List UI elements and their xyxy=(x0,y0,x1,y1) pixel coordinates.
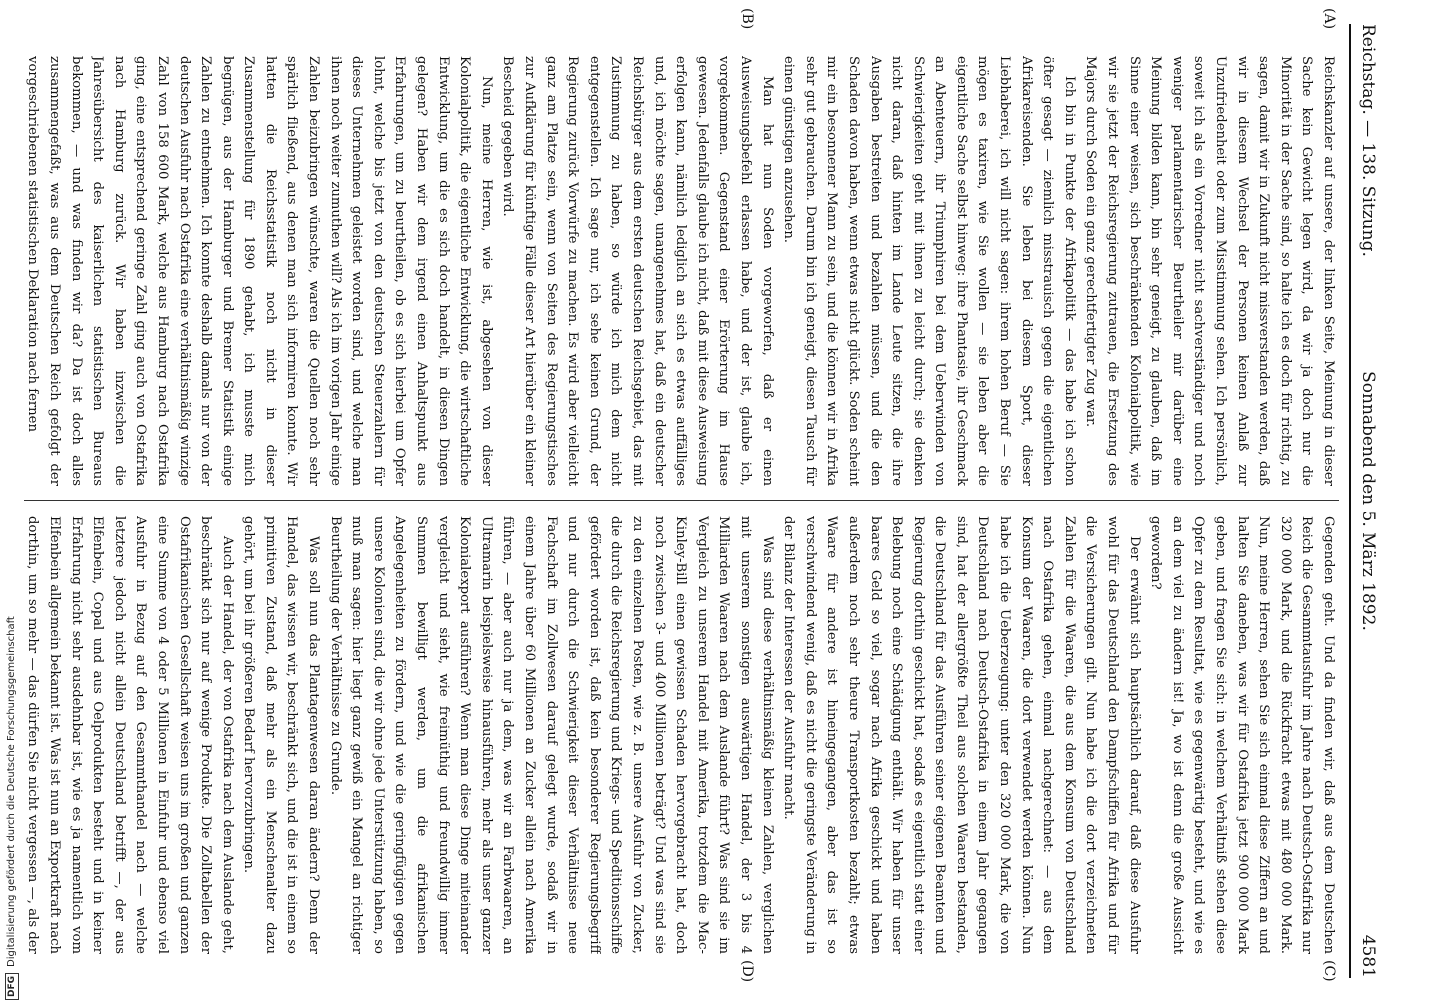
paragraph: Ich bin in Punkte der Afrikapolitik — das habe ich schon öfter gesagt — ziemlich misstrauisch gegen die eigentlichen Afrikareisenden. Sie leben bei diesem Sport, dieser Liebhaberei, ich will nicht sagen: ihrem hohen Beruf — Sie mögen es taxiren, wie Sie wollen — sie leben aber die eigentliche Sache selbst hinweg: ihre Phantasie, ihr Geschmack an Abenteuern, ihr Triumphiren bei dem Ueberwinden von Schwierigkeiten geht mit ihnen zu leicht durch; sie denken nicht daran, daß hinten im Lande Leute sitzen, die ihre Ausgaben bestreiten und bezahlen müssen, und die den Schaden davon haben, wenn etwas nicht glückt. Soden scheint mir ein besonnener Mann zu sein, und die können wir in Afrika sehr gut gebrauchen. Darum bin ich geneigt, diesen Tausch für einen günstigen anzusehen. xyxy=(781,56,1077,486)
margin-marker-c: (C) xyxy=(1321,960,1337,982)
paragraph: Nun, meine Herren, wie ist, abgesehen von dieser Kolonialpolitik, die eigentliche Entwicklung, die wirtschaftliche Entwicklung, um die es sich doch handelt, in diesen Dingen gelegen? Haben wir dem irgend einen Anhaltspunkt aus Erfahrungen, um zu beurtheilen, ob es sich hierbei um Opfer lohnt, welche bis jetzt von den deutschen Steuerzahlern für dieses Unternehmen geleistet worden sind, und welche man ihnen noch weiter zumuthen will? Als ich im vorigen Jahr einige Zahlen beizubringen wünschte, waren die Quellen noch sehr spärlich fließend, aus denen man sich informiren konnte. Wir hatten die Reichsstatistik noch nicht in dieser Zusammenstellung für 1890 gehabt, ich musste mich begnügen, aus der Hamburger und Bremer Statistik einige Zahlen zu entnehmen. Ich konnte deshalb damals nur von der deutschen Ausfuhr nach Ostafrika eine verhältnismäßig winzige Zahl von 158 600 Mark, welche aus Hamburg nach Ostafrika ging, eine entsprechend geringe Zahl ging auch von Ostafrika nach Hamburg zurück. Wir haben inzwischen die Jahresübersicht des kaiserlichen statistischen Bureaus bekommen, — und was finden wir da? Da ist doch alles zusammengefaßt, was aus dem Deutschen Reich gefolgt der vorgeschriebenen statistischen Deklaration nach fernen xyxy=(25,56,494,486)
digitization-credit xyxy=(0,0,24,1000)
page-number: 4581 xyxy=(1358,934,1378,978)
paragraph: Gegenden geht. Und da finden wir, daß aus dem Deutschen Reich die Gesammtausfuhr im Jahre nach Deutsch-Ostafrika nur 320 000 Mark, und die Rückfracht etwas mit 480 000 Mark. Nun, meine Herren, sehen Sie sich einmal diese Ziffern an und halten Sie daneben, was wir für Ostafrika jetzt 900 000 Mark geben, und fragen Sie sich: in welchem Verhältniß stehen diese Opfer zu dem Resultat, wie es gegenwärtig besteht, und wie es an dem viel zu ändern ist! Ja, wo ist denn die große Aussicht geworden? xyxy=(1148,516,1336,954)
column-divider xyxy=(24,500,1339,501)
paragraph: Man hat nun Soden vorgeworfen, daß er einen Ausweisungsbefehl erlassen habe, und der ist, glaube ich, vorgekommen. Gegenstand einer Erörterung im Hause gewesen. Jedenfalls glaube ich nicht, daß mit diese Ausweisung erfolgen kann, nämlich lediglich an sich es etwas auffälliges und, ich möchte sagen, unangenehmes hat, daß ein deutscher Reichsbürger aus dem ersten deutschen Reichsgebiet, das mit Zustimmung zu haben, so würde ich mich dem nicht entgegenstellen. Ich sage nur, ich sehe keinen Grund, der Regierung zurück Vorwürfe zu machen. Es wird aber vielleicht ganz am Platze sein, wenn von Seiten des Regierungstisches zur Aufklärung für künftige Fälle dieser Art hierüber ein kleiner Bescheid gegeben wird. xyxy=(500,56,775,486)
paragraph: Reichskanzler auf unsere, der linken Seite, Meinung in dieser Sache kein Gewicht legen wird, da wir ja doch nur die Minorität in der Sache sind, so halte ich es doch für richtig, zu sagen, damit wir in Zukunft nicht missverstanden werden, daß wir in diesem Wechsel der Personen keinen Anlaß zur Unzufriedenheit oder zum Misstimmung sehen. Ich persönlich, soweit ich als ein Vorredner nicht sachverständiger und noch weniger parlamentarischer Beurtheiler mir darüber eine Meinung bilden kann, bin sehr geneigt, zu glauben, daß im Sinne einer weisen, sich beschränkenden Kolonialpolitik, wie wir sie jetzt der Reichsregierung zutrauen, die Ersetzung des Majors durch Soden ein ganz gerechtfertigter Zug war. xyxy=(1083,56,1336,486)
paragraph: Was sind diese verhältnismäßig kleinen Zahlen, verglichen mit unserem sonstigen auswärtigen Handel, der 3 bis 4 Milliarden Waaren nach dem Auslande führt? Was sind sie im Vergleich zu unserem Handel mit Amerika, trotzdem die Mac-Kinley-Bill einen gewissen Schaden hervorgebracht hat, doch noch zwischen 3- und 400 Millionen beträgt? Und was sind sie zu den einzelnen Posten, wie z. B. unsere Ausfuhr von Zucker, die durch die Reichsregierung und Kriegs- und Speditionsschiffe gefördert worden ist, daß kein besonderer Regierungsbegriff und nur durch die Schwierigkeit dieser Verhältnisse neue Fachschaft im Zollwesen darauf gelegt wurde, sodaß wir in einem Jahre über 60 Millionen an Zucker allein nach Amerika führen, — aber auch nur ja dem, was wir an Farbwaaren, an Ultramarin beispielsweise hinausführen, mehr als unser ganzer Kolonialexport ausführen? Wenn man diese Dinge miteinander vergleicht und sieht, wie freimüthig und freundwillig immer Summen bewilligt werden, um die afrikanischen Angelegenheiten zu fördern, und wie die geringfügigen gegen unsere Kolonien sind, die wir ohne jede Unterstützung haben, so muß man sagen: hier liegt ganz gewiß ein Mangel an richtiger Beurtheilung der Verhältnisse zu Grunde. xyxy=(327,516,775,954)
header-date: Sonnabend den 5. März 1892. xyxy=(1358,371,1378,631)
paragraph: Was soll nun das Plantagenwesen daran ändern? Denn der Handel, das wissen wir, beschränkt sich, und die ist in einem so primitiven Zustand, daß mehr als ein Menschenalter dazu gehört, um bei ihr größeren Bedarf hervorzubringen. xyxy=(241,516,322,954)
text-column-left xyxy=(24,56,1339,486)
paragraph: Auch der Handel, der von Ostafrika nach dem Auslande geht, beschränkt sich nur auf wenige Produkte. Die Zolltabellen der Ostafrikanischen Gesellschaft weisen uns im großen und ganzen eine Summe von 4 oder 5 Millionen in Einfuhr und ebenso viel Ausfuhr in Bezug auf den Gesammthandel nach — welche letztere jedoch nicht allein Deutschland betrifft —, der aus Elfenbein, Copal und aus Oelprodukten besteht und in keiner Erfahrung nicht sehr ausdehnbar ist, wie es ja namentlich vom Elfenbein allgemein bekannt ist. Was ist nun an Exportkraft nach dorthin, um so mehr — das dürfen Sie nicht vergessen —, als der xyxy=(25,516,235,954)
margin-marker-a: (A) xyxy=(1321,8,1337,30)
margin-marker-d: (D) xyxy=(739,960,755,983)
margin-marker-b: (B) xyxy=(739,8,755,30)
paragraph: Der erwähnt sich hauptsächlich darauf, daß diese Ausfuhr wohl für das Deutschland den Dampfschiffen für Afrika und für die Versicherungen gilt. Nun habe ich die dort verzeichneten Zahlen für die Waaren, die aus dem Konsum von Deutschland nach Ostafrika gehen, einmal nachgerechnet: — aus dem Konsum der Waaren, die dort verwendet werden können. Nun habe ich die Ueberzeugung: unter den 320 000 Mark, die von Deutschland nach Deutsch-Ostafrika in einem Jahr gegangen sind, hat der allergrößte Theil aus solchen Waaren bestanden, die Deutschland für das Ausführen seiner eigenen Beamten und Regierung dorthin geschickt hat, sodaß es eigentlich statt einer Belebung noch eine Schädigung enthält. Wir haben für unser baares Geld so viel, sogar nach Afrika geschickt und haben außerdem noch sehr theure Transportkosten bezahlt; etwas Waare für andere ist hineingegangen, aber das ist so verschwindend wenig, daß es nicht die geringste Veränderung in der Bilanz der Interessen der Ausfuhr macht. xyxy=(781,516,1142,954)
dfg-logo-icon: DFG xyxy=(5,973,19,1000)
header-session: Reichstag. — 138. Sitzung. xyxy=(1358,24,1378,257)
page-header xyxy=(1349,24,1385,978)
credit-text: Digitalisierung gefördert durch die Deutsche Forschungsgemeinschaft xyxy=(6,616,17,967)
text-column-right xyxy=(24,516,1339,954)
